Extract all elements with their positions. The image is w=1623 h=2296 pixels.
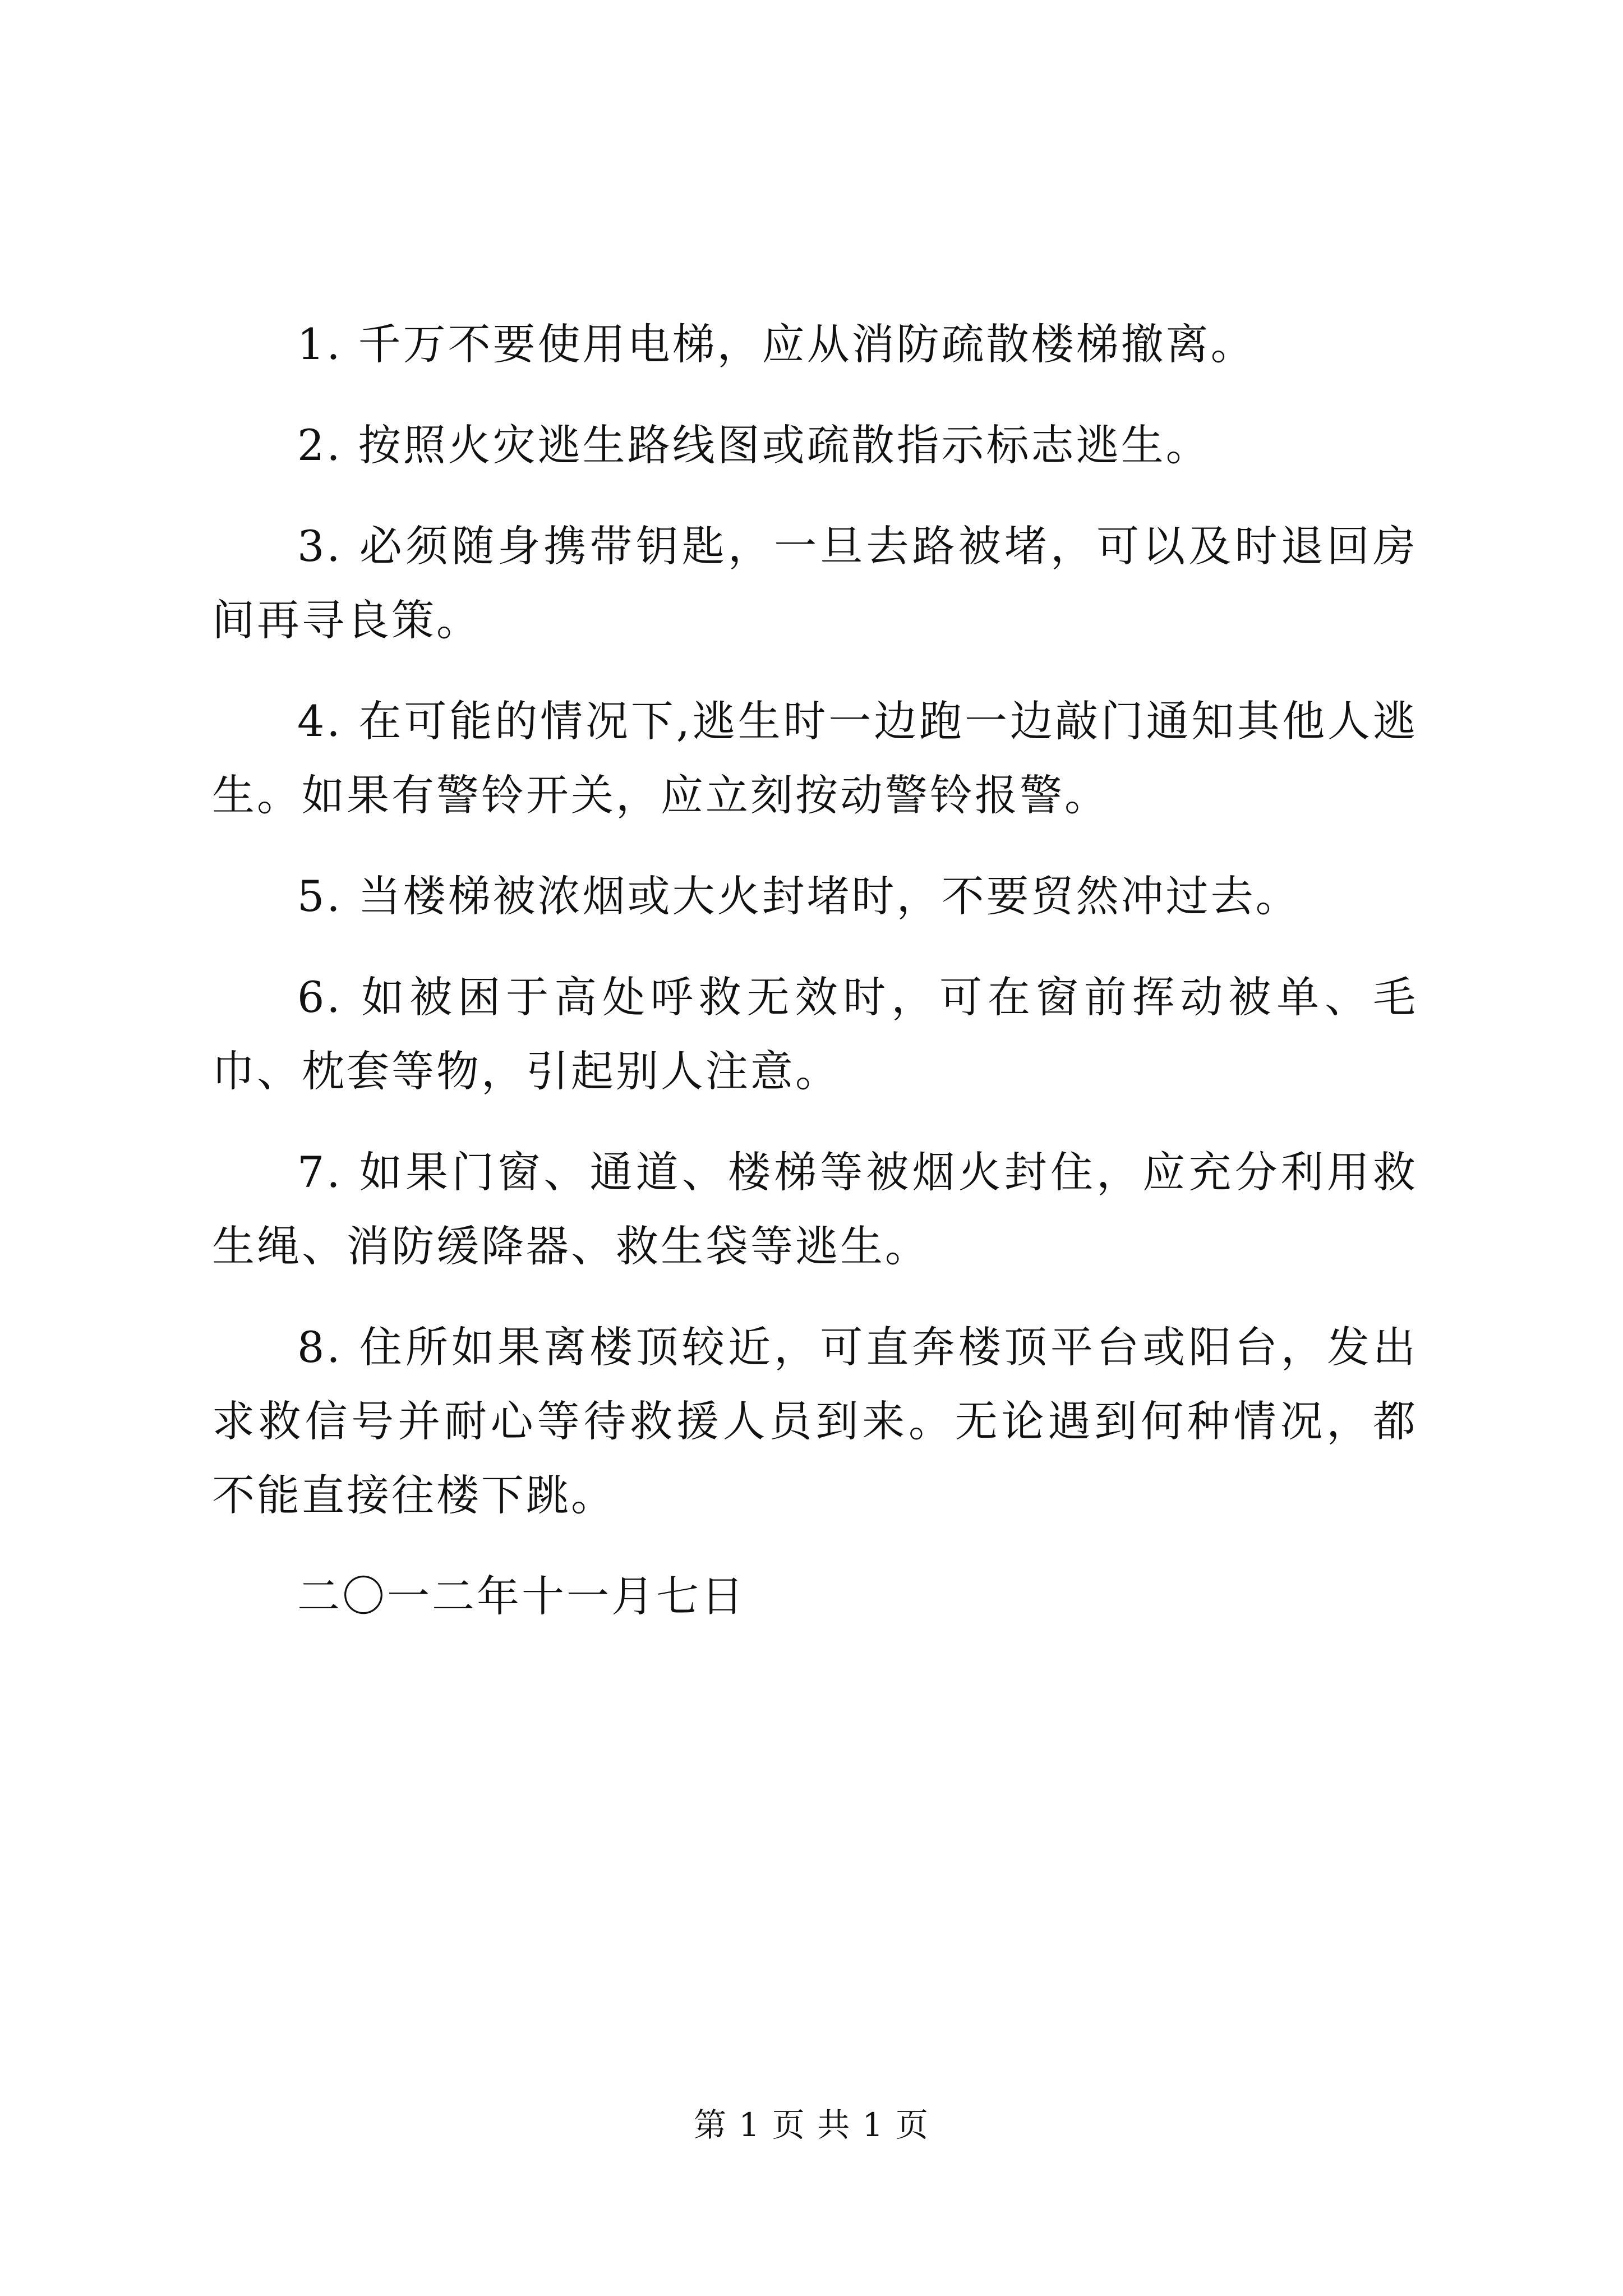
page-indicator: 第 1 页 共 1 页 bbox=[694, 2106, 929, 2144]
document-body bbox=[212, 307, 1418, 1660]
paragraph-item-5: 5. 当楼梯被浓烟或大火封堵时，不要贸然冲过去。 bbox=[297, 871, 1301, 921]
document-date: 二〇一二年十一月七日 bbox=[297, 1571, 746, 1621]
page-footer bbox=[0, 2102, 1623, 2147]
paragraph-item-8: 8. 住所如果离楼顶较近，可直奔楼顶平台或阳台，发出求救信号并耐心等待救援人员到来。无论遇到何种情况，都不能直接往楼下跳。 bbox=[212, 1322, 1418, 1520]
paragraph-item-4: 4. 在可能的情况下,逃生时一边跑一边敲门通知其他人逃生。如果有警铃开关，应立刻按动警铃报警。 bbox=[212, 696, 1418, 820]
paragraph-item-3: 3. 必须随身携带钥匙，一旦去路被堵，可以及时退回房间再寻良策。 bbox=[212, 521, 1418, 645]
paragraph-item-1: 1. 千万不要使用电梯，应从消防疏散楼梯撤离。 bbox=[297, 319, 1256, 369]
paragraph-item-6: 6. 如被困于高处呼救无效时，可在窗前挥动被单、毛巾、枕套等物，引起别人注意。 bbox=[212, 972, 1418, 1096]
paragraph-item-7: 7. 如果门窗、通道、楼梯等被烟火封住，应充分利用救生绳、消防缓降器、救生袋等逃生。 bbox=[212, 1147, 1418, 1271]
paragraph-item-2: 2. 按照火灾逃生路线图或疏散指示标志逃生。 bbox=[297, 420, 1211, 470]
